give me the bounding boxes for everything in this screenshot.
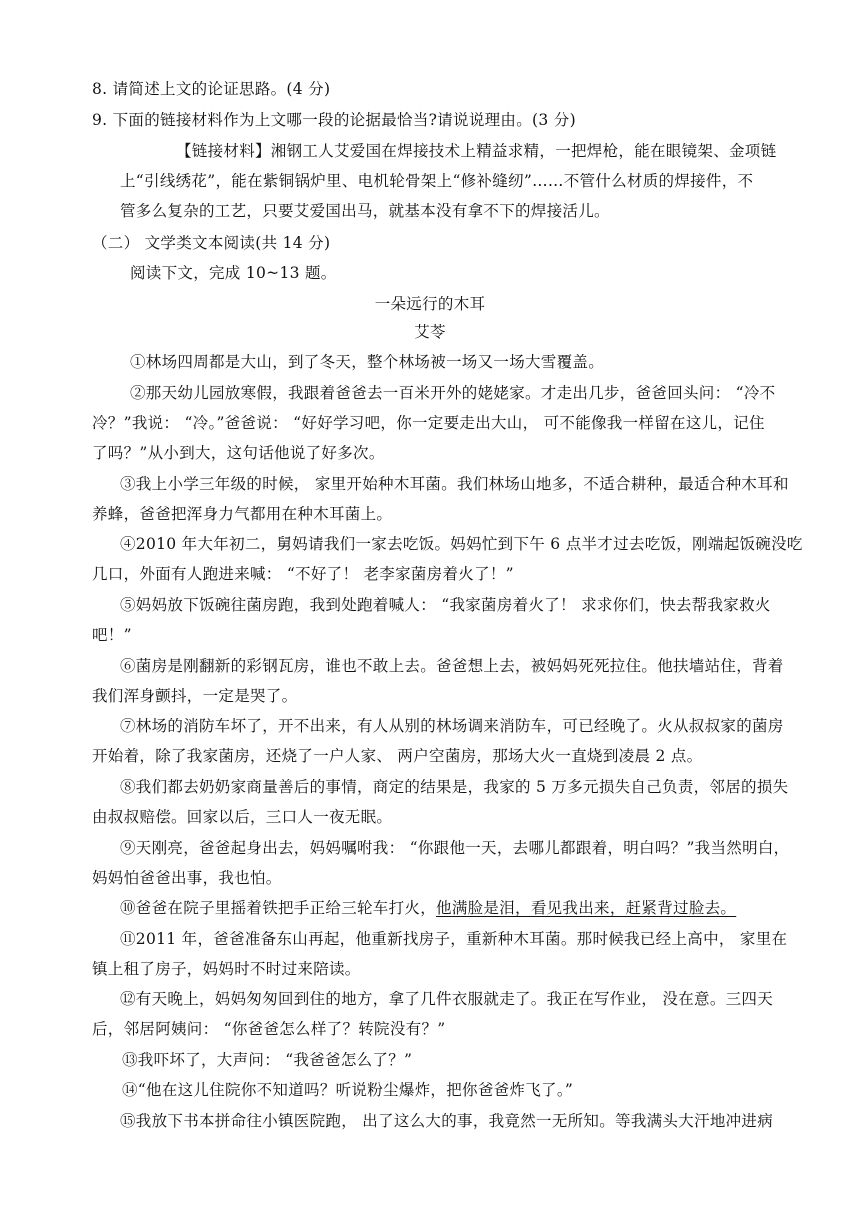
paragraph-4-line-2: 几口，外面有人跑进来喊： “不好了！ 老李家菌房着火了！”	[92, 565, 514, 583]
paragraph-11-line-1: ⑪2011 年，爸爸准备东山再起，他重新找房子，重新种木耳菌。那时候我已经上高中， 家里在	[120, 930, 788, 948]
link-material-line-1: 【链接材料】湘钢工人艾爱国在焊接技术上精益求精，一把焊枪，能在眼镜架、金项链	[176, 142, 777, 160]
paragraph-3-line-2: 养蜂，爸爸把浑身力气都用在种木耳菌上。	[92, 505, 393, 523]
section-instruction: 阅读下文，完成 10~13 题。	[130, 264, 337, 282]
article-author: 艾苓	[414, 323, 446, 341]
paragraph-2-line-1: ②那天幼儿园放寒假，我跟着爸爸去一百米开外的姥姥家。才走出几步，爸爸回头问： “冷不	[130, 384, 776, 402]
paragraph-8-line-2: 由叔叔赔偿。回家以后，三口人一夜无眠。	[92, 808, 393, 826]
paragraph-10-text: ⑩爸爸在院子里摇着铁把手正给三轮车打火，	[120, 899, 437, 917]
paragraph-7-line-1: ⑦林场的消防车坏了，开不出来，有人从别的林场调来消防车，可已经晚了。火从叔叔家的菌房	[120, 717, 784, 735]
paragraph-1: ①林场四周都是大山，到了冬天，整个林场被一场又一场大雪覆盖。	[130, 353, 605, 371]
link-material-line-2: 上“引线绣花”，能在紫铜锅炉里、电机轮骨架上“修补缝纫”……不管什么材质的焊接件，不	[120, 172, 754, 190]
paragraph-6-line-1: ⑥菌房是刚翻新的彩钢瓦房，谁也不敢上去。爸爸想上去，被妈妈死死拉住。他扶墙站住，背着	[120, 657, 784, 675]
paragraph-8-line-1: ⑧我们都去奶奶家商量善后的事情，商定的结果是，我家的 5 万多元损失自己负责，邻居的损失	[120, 778, 789, 796]
paragraph-5-line-1: ⑤妈妈放下饭碗往菌房跑，我到处跑着喊人： “我家菌房着火了！ 求求你们，快去帮我家救火	[120, 596, 771, 614]
link-material-line-3: 管多么复杂的工艺，只要艾爱国出马，就基本没有拿不下的焊接活儿。	[120, 202, 610, 220]
paragraph-14: ⑭“他在这儿住院你不知道吗？听说粉尘爆炸，把你爸爸炸飞了。”	[122, 1081, 574, 1099]
paragraph-2-line-3: 了吗？”从小到大，这句话他说了好多次。	[92, 444, 385, 462]
question-8: 8. 请简述上文的论证思路。(4 分)	[92, 80, 331, 98]
paragraph-9-line-1: ⑨天刚亮，爸爸起身出去，妈妈嘱咐我： “你跟他一天，去哪儿都跟着，明白吗？”我当然明白，	[120, 839, 790, 857]
question-9: 9. 下面的链接材料作为上文哪一段的论据最恰当?请说说理由。(3 分)	[92, 111, 576, 129]
paragraph-6-line-2: 我们浑身颤抖，一定是哭了。	[92, 687, 298, 705]
paragraph-2-line-2: 冷？”我说： “冷。”爸爸说： “好好学习吧，你一定要走出大山， 可不能像我一样留在这儿，记住	[92, 414, 765, 432]
paragraph-15-line-1: ⑮我放下书本拼命往小镇医院跑， 出了这么大的事，我竟然一无所知。等我满头大汗地冲进病	[120, 1112, 774, 1130]
paragraph-4-line-1: ④2010 年大年初二，舅妈请我们一家去吃饭。妈妈忙到下午 6 点半才过去吃饭，刚端起饭碗没吃	[120, 535, 803, 553]
paragraph-10-underlined-sentence: 他满脸是泪，看见我出来，赶紧背过脸去。	[436, 899, 737, 917]
paragraph-7-line-2: 开始着，除了我家菌房，还烧了一户人家、 两户空菌房，那场大火一直烧到凌晨 2 点。	[92, 747, 703, 765]
paragraph-10	[120, 897, 736, 919]
article-title: 一朵远行的木耳	[374, 295, 486, 313]
section-heading: （二） 文学类文本阅读(共 14 分)	[92, 234, 331, 252]
paragraph-12-line-1: ⑫有天晚上，妈妈匆匆回到住的地方，拿了几件衣服就走了。我正在写作业， 没在意。三四天	[120, 990, 774, 1008]
paragraph-9-line-2: 妈妈怕爸爸出事，我也怕。	[92, 869, 282, 887]
paragraph-5-line-2: 吧！”	[92, 626, 132, 644]
paragraph-11-line-2: 镇上租了房子，妈妈时不时过来陪读。	[92, 960, 361, 978]
paragraph-13: ⑬我吓坏了，大声问： “我爸爸怎么了？”	[122, 1051, 413, 1069]
paragraph-3-line-1: ③我上小学三年级的时候， 家里开始种木耳菌。我们林场山地多，不适合耕种，最适合种木耳和	[120, 475, 789, 493]
paragraph-12-line-2: 后，邻居阿姨问： “你爸爸怎么样了？转院没有？”	[92, 1020, 446, 1038]
